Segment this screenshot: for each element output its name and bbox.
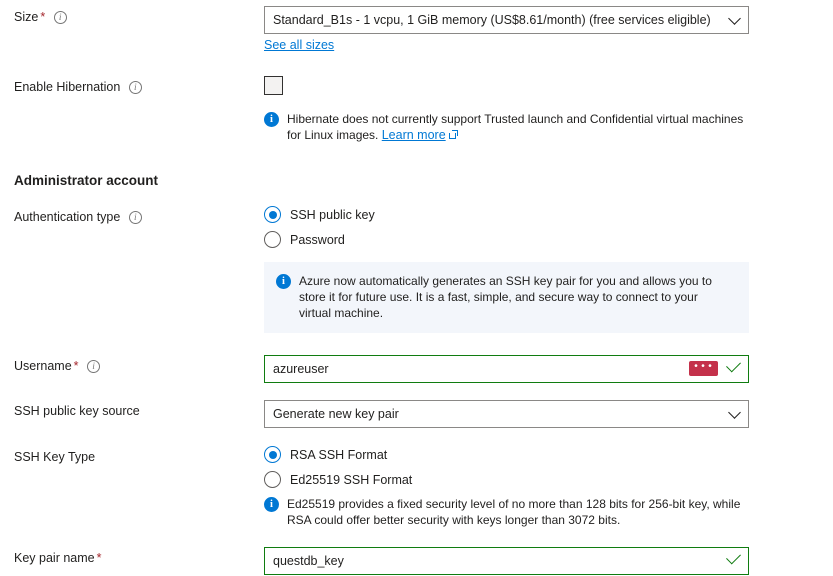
see-all-sizes-link[interactable]: See all sizes — [264, 38, 335, 52]
ssh-key-infobox-text: Azure now automatically generates an SSH key pair for you and allows you to store it for future use. It is a fast, simple, and secure way to connect to your virtual machine. — [299, 274, 712, 320]
radio-ed25519-ssh-format[interactable] — [264, 471, 833, 488]
key-pair-name-required-marker: * — [96, 551, 102, 565]
hibernation-note-text: Hibernate does not currently support Trusted launch and Confidential virtual machines for Linux images. Learn more — [287, 112, 744, 142]
info-circle-icon: i — [276, 274, 291, 289]
key-pair-name-label — [0, 547, 250, 565]
key-pair-name-label-text: Key pair name — [14, 551, 95, 565]
authentication-type-field — [250, 206, 833, 333]
ssh-key-source-dropdown-value: Generate new key pair — [273, 407, 399, 421]
username-input[interactable] — [264, 355, 749, 383]
username-field — [250, 355, 833, 383]
radio-ed25519-ssh-format-label: Ed25519 SSH Format — [290, 472, 413, 487]
hibernation-row — [0, 76, 833, 143]
radio-button-icon — [264, 471, 281, 488]
radio-password[interactable] — [264, 231, 833, 248]
authentication-type-label-text: Authentication type — [14, 210, 121, 224]
vm-configuration-form — [0, 6, 833, 576]
size-field — [250, 6, 833, 52]
radio-button-icon — [264, 206, 281, 223]
ssh-key-type-label — [0, 446, 250, 464]
hibernation-label-text: Enable Hibernation — [14, 80, 121, 94]
hibernation-note — [264, 111, 749, 143]
ssh-key-source-label-text: SSH public key source — [14, 404, 140, 418]
chevron-down-icon — [728, 406, 741, 419]
ssh-key-type-field — [250, 446, 833, 528]
ssh-key-type-label-text: SSH Key Type — [14, 450, 96, 464]
info-icon[interactable]: i — [129, 81, 142, 94]
size-row — [0, 6, 833, 52]
ssh-key-type-note — [264, 496, 749, 528]
ssh-key-source-row — [0, 400, 833, 428]
ssh-key-source-field — [250, 400, 833, 428]
administrator-account-title: Administrator account — [14, 173, 159, 188]
info-icon[interactable]: i — [129, 211, 142, 224]
ssh-key-source-label — [0, 400, 250, 418]
size-dropdown[interactable] — [264, 6, 749, 34]
username-required-marker: * — [73, 359, 79, 373]
username-label-text: Username — [14, 359, 72, 373]
radio-rsa-ssh-format-label: RSA SSH Format — [290, 447, 388, 462]
username-row — [0, 355, 833, 383]
radio-button-icon — [264, 446, 281, 463]
ssh-key-type-row — [0, 446, 833, 528]
chevron-down-icon — [728, 12, 741, 25]
info-icon[interactable]: i — [54, 11, 67, 24]
enable-hibernation-checkbox[interactable] — [264, 76, 283, 95]
ssh-key-source-dropdown[interactable] — [264, 400, 749, 428]
size-label-text: Size — [14, 10, 39, 24]
hibernation-label — [0, 76, 250, 94]
info-circle-icon: i — [264, 497, 279, 512]
radio-button-icon — [264, 231, 281, 248]
radio-rsa-ssh-format[interactable] — [264, 446, 833, 463]
size-dropdown-value: Standard_B1s - 1 vcpu, 1 GiB memory (US$8.61/month) (free services eligible) — [273, 13, 711, 27]
hibernation-field — [250, 76, 833, 143]
key-pair-name-input-value: questdb_key — [273, 554, 344, 568]
ssh-key-infobox — [264, 262, 749, 333]
size-required-marker: * — [40, 10, 46, 24]
key-pair-name-row — [0, 547, 833, 575]
password-manager-badge[interactable]: ••• — [689, 361, 718, 376]
username-input-value: azureuser — [273, 362, 329, 376]
username-label — [0, 355, 250, 373]
valid-check-icon — [726, 550, 741, 565]
external-link-icon — [449, 130, 458, 139]
info-circle-icon: i — [264, 112, 279, 127]
hibernation-learn-more-link[interactable]: Learn more — [381, 128, 446, 142]
ssh-key-type-note-text: Ed25519 provides a fixed security level of no more than 128 bits for 256-bit key, while RSA could offer better security with keys longer than 3072 bits. — [287, 497, 741, 527]
radio-ssh-public-key-label: SSH public key — [290, 207, 375, 222]
radio-ssh-public-key[interactable] — [264, 206, 833, 223]
valid-check-icon — [726, 358, 741, 373]
info-icon[interactable]: i — [87, 360, 100, 373]
key-pair-name-input[interactable] — [264, 547, 749, 575]
administrator-account-section — [0, 173, 833, 188]
authentication-type-row — [0, 206, 833, 333]
authentication-type-label — [0, 206, 250, 224]
key-pair-name-field — [250, 547, 833, 575]
size-label — [0, 6, 250, 24]
radio-password-label: Password — [290, 232, 345, 247]
